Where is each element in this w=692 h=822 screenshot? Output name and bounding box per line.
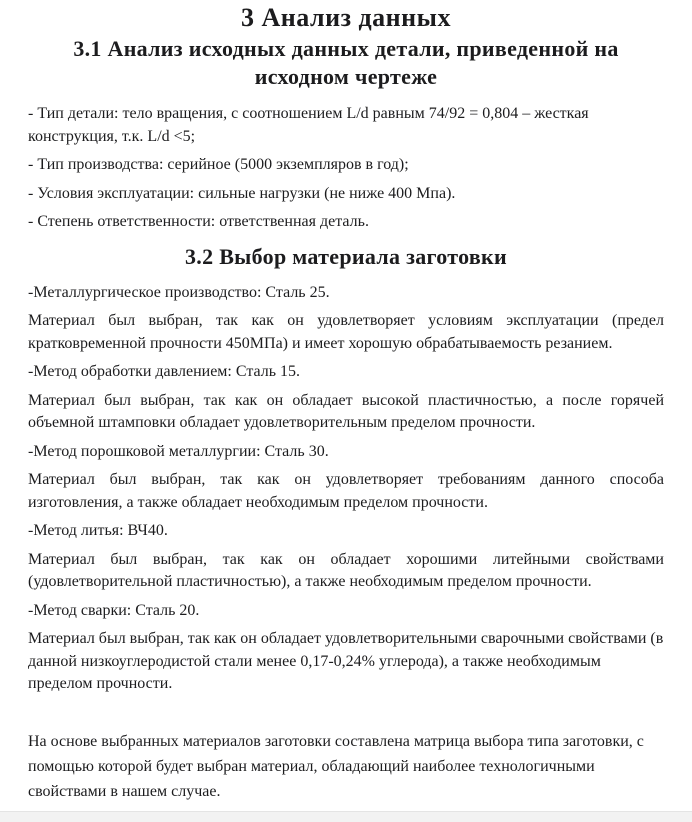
document-title: 3 Анализ данных: [241, 3, 451, 32]
production-type-item: - Тип производства: серийное (5000 экземпляров в год);: [28, 156, 409, 173]
pressure-method-item: -Метод обработки давлением: Сталь 15.: [28, 363, 301, 380]
casting-method-item: -Метод литья: ВЧ40.: [28, 522, 168, 539]
matrix-conclusion-text: На основе выбранных материалов заготовки составлена матрица выбора типа заготовки, с помощью которой будет выбран материал, обладающий наиболее технологичными свойствами в нашем случае.: [28, 732, 644, 800]
pressure-rationale-text: Материал был выбран, так как он обладает высокой пластичностью, а после горячей объемной штамповки обладает удовлетворительным пределом прочности.: [28, 391, 664, 431]
operating-conditions-item: - Условия эксплуатации: сильные нагрузки (не ниже 400 Мпа).: [28, 184, 456, 202]
powder-rationale-text: Материал был выбран, так как он удовлетворяет требованиям данного способа изготовления, а также обладает необходимым пределом прочности.: [28, 471, 664, 511]
metallurgical-method-item: -Металлургическое производство: Сталь 25.: [28, 283, 330, 301]
section-3-1-heading: 3.1 Анализ исходных данных детали, приведенной на исходном чертеже: [73, 36, 619, 89]
section-3-2-heading: 3.2 Выбор материала заготовки: [185, 243, 507, 269]
responsibility-item: - Степень ответственности: ответственная деталь.: [28, 213, 369, 230]
page-bottom-divider: [0, 811, 692, 822]
welding-method-item: -Метод сварки: Сталь 20.: [28, 601, 200, 619]
welding-rationale-text: Материал был выбран, так как он обладает удовлетворительными сварочными свойствами (в данной низкоуглеродистой стали менее 0,17-0,24% углерода), а также необходимым пределом прочности.: [28, 630, 664, 692]
part-type-item: - Тип детали: тело вращения, с соотношением L/d равным 74/92 = 0,804 – жесткая конструкция, т.к. L/d <5;: [28, 105, 589, 145]
casting-rationale-text: Материал был выбран, так как он обладает хорошими литейными свойствами (удовлетворительной пластичностью), а также необходимым пределом прочности.: [28, 550, 664, 590]
metallurgical-rationale-text: Материал был выбран, так как он удовлетворяет условиям эксплуатации (предел кратковременной прочности 450МПа) и имеет хорошую обрабатываемость резанием.: [28, 312, 664, 352]
powder-method-item: -Метод порошковой металлургии: Сталь 30.: [28, 442, 329, 460]
